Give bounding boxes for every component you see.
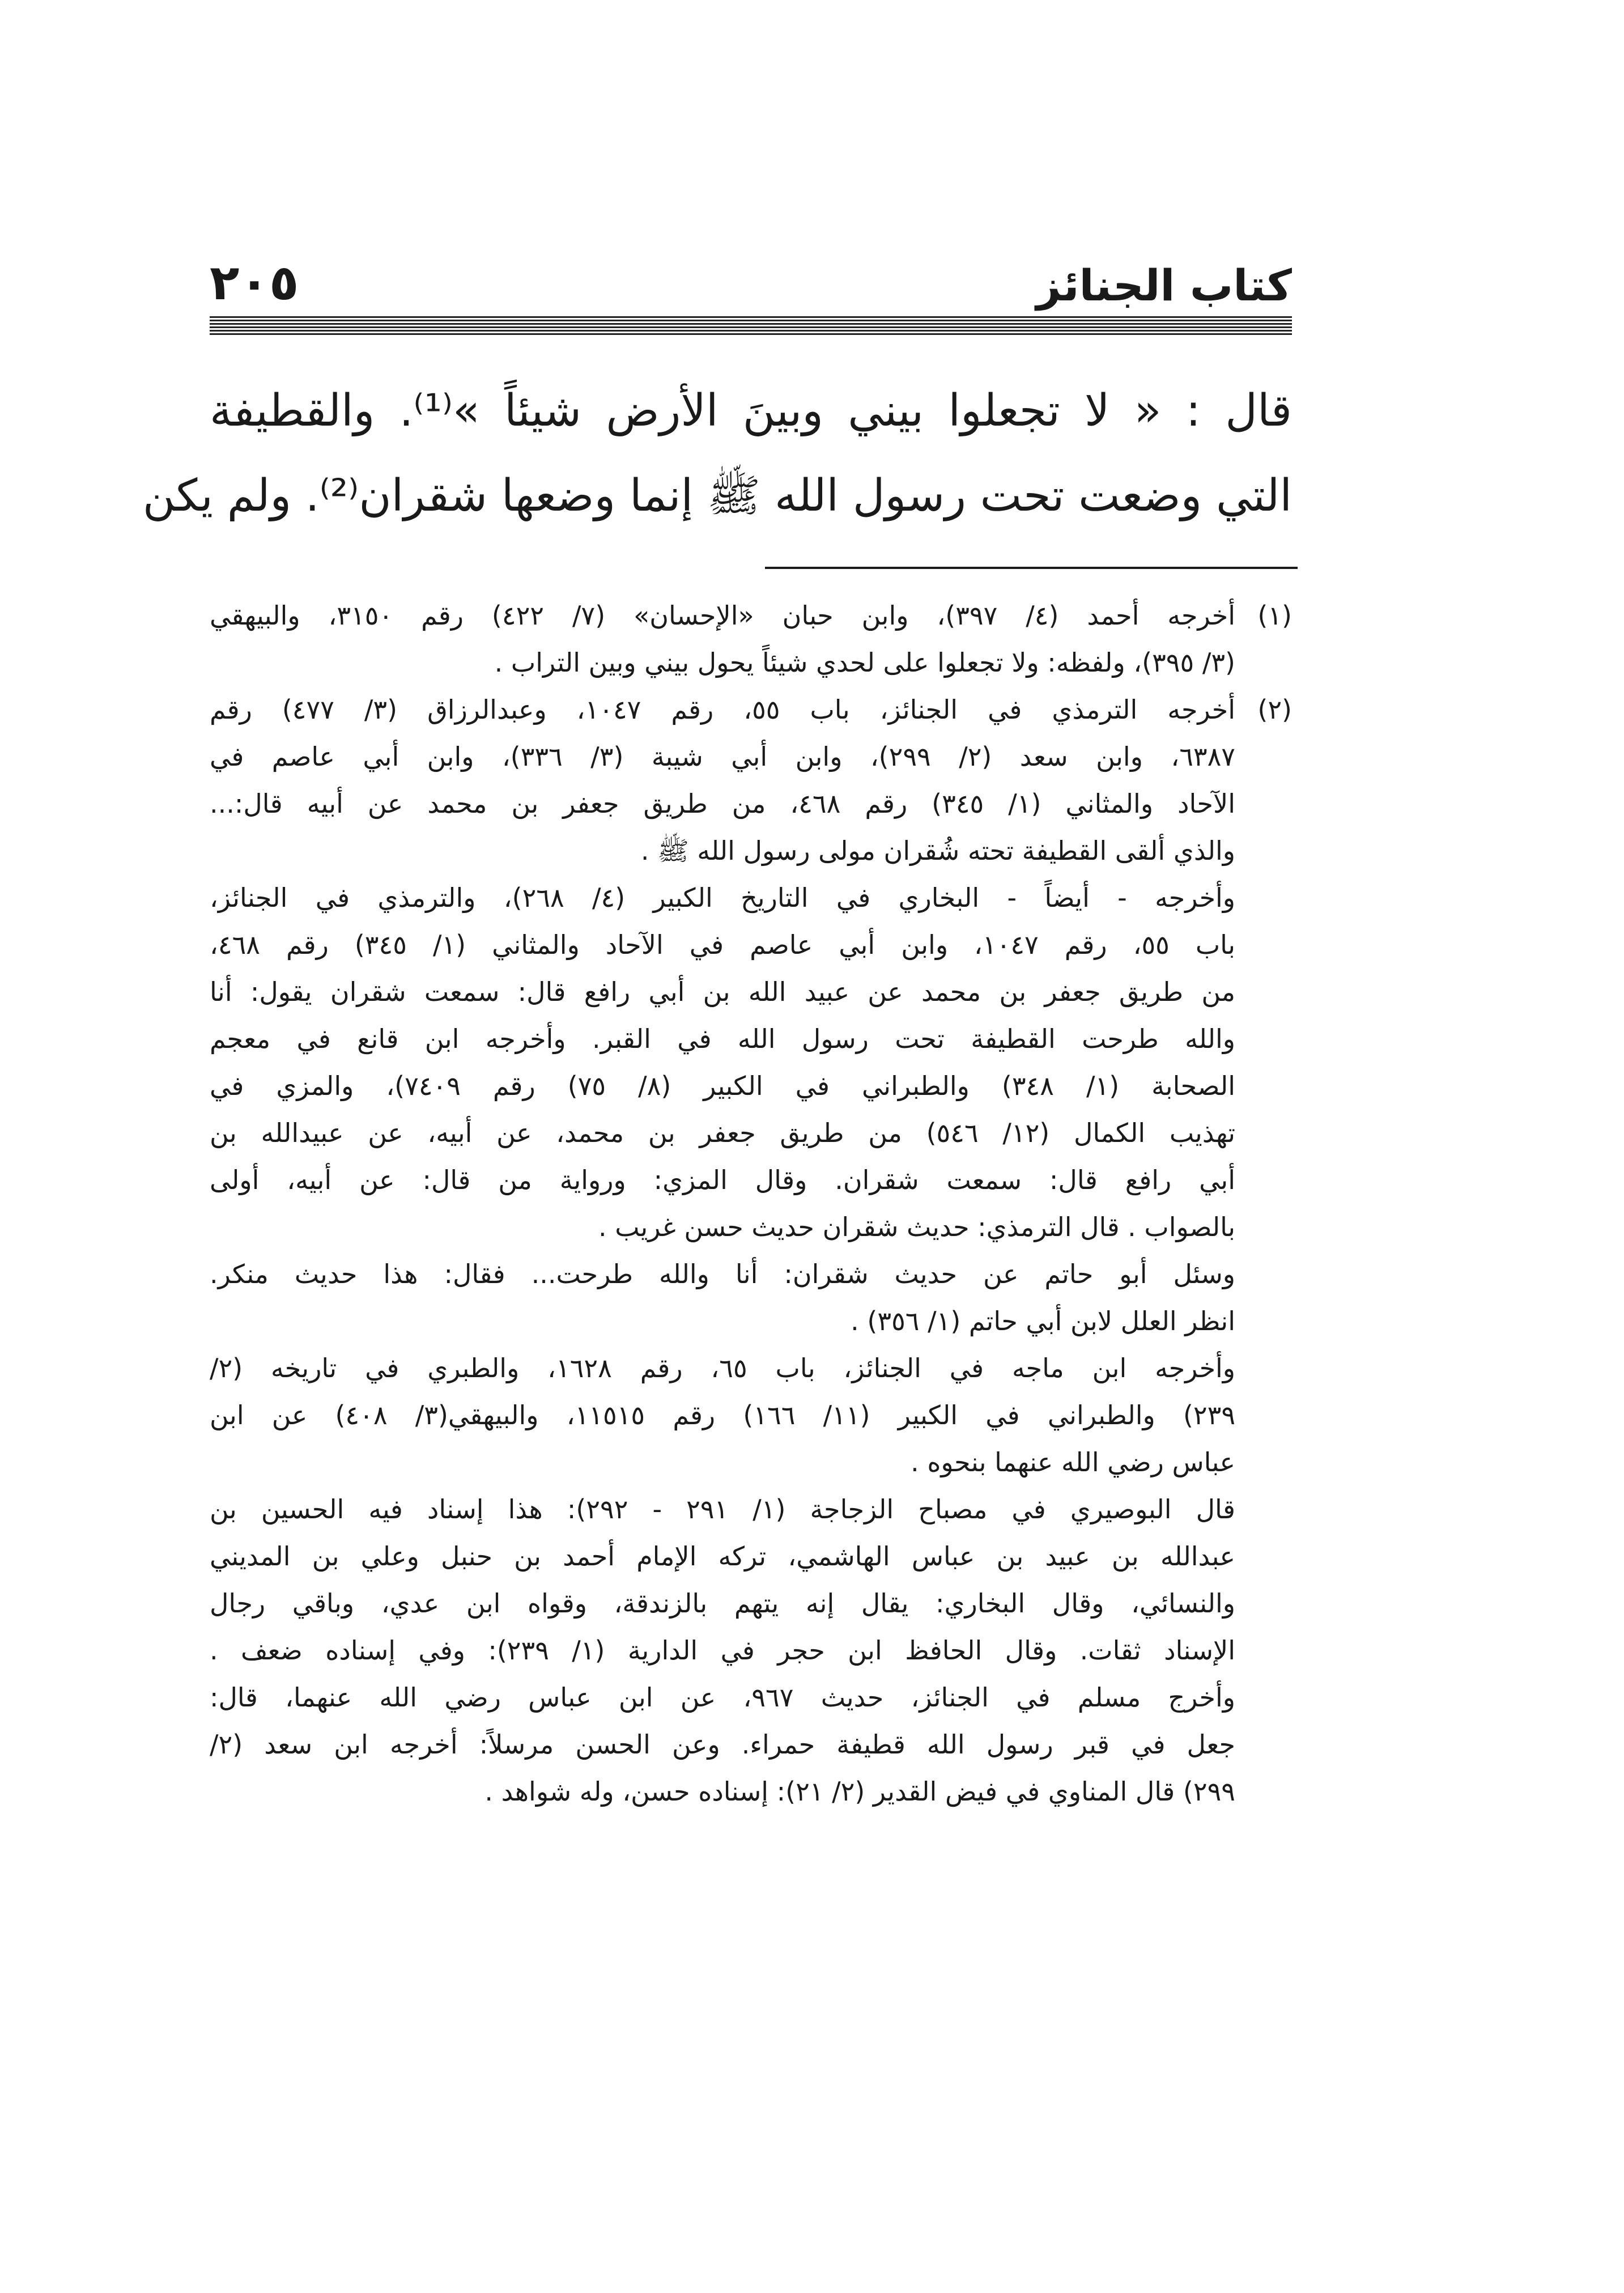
footnote-line: ٢٩٩) قال المناوي في فيض القدير (٢/ ٢١): إسناده حسن، وله شواهد .: [484, 1776, 1235, 1807]
footnote-line: قال البوصيري في مصباح الزجاجة (١/ ٢٩١ - ٢٩٢): هذا إسناد فيه الحسين بن: [210, 1494, 1236, 1525]
footnote-1: [210, 592, 1292, 686]
footnote-line: أخرجه أحمد (٤/ ٣٩٧)، وابن حبان «الإحسان» (٧/ ٤٢٢) رقم ٣١٥٠، والبيهقي: [210, 600, 1236, 631]
footnote-marker: (٢): [1257, 694, 1292, 725]
footnote-body: [210, 686, 1235, 1815]
footnote-line: والنسائي، وقال البخاري: يقال إنه يتهم بالزندقة، وقواه ابن عدي، وباقي رجال: [210, 1588, 1235, 1619]
footnote-2: [210, 686, 1292, 1815]
footnote-line: بالصواب . قال الترمذي: حديث شقران حديث حسن غريب .: [598, 1212, 1235, 1242]
page-number: ٢٠٥: [210, 254, 299, 311]
footnote-line: عباس رضي الله عنهما بنحوه .: [911, 1447, 1235, 1477]
header-rule: [210, 316, 1292, 336]
footnote-line: وسئل أبو حاتم عن حديث شقران: أنا والله طرحت... فقال: هذا حديث منكر.: [210, 1259, 1235, 1289]
footnote-line: من طريق جعفر بن محمد عن عبيد الله بن أبي رافع قال: سمعت شقران يقول: أنا: [210, 976, 1235, 1007]
footnote-body: [210, 592, 1235, 686]
running-header: [210, 238, 1292, 317]
footnote-line: تهذيب الكمال (١٢/ ٥٤٦) من طريق جعفر بن محمد، عن أبيه، عن عبيدالله بن: [210, 1118, 1235, 1148]
footnote-separator: [765, 567, 1298, 569]
main-text-line: قال : « لا تجعلوا بيني وبينَ الأرض شيئاً »⁽¹⁾. والقطيفة: [210, 385, 1292, 436]
footnote-line: ٢٣٩) والطبراني في الكبير (١١/ ١٦٦) رقم ١١٥١٥، والبيهقي(٣/ ٤٠٨) عن ابن: [210, 1400, 1236, 1430]
footnote-line: أبي رافع قال: سمعت شقران. وقال المزي: ورواية من قال: عن أبيه، أولى: [210, 1165, 1235, 1195]
footnote-line: باب ٥٥، رقم ١٠٤٧، وابن أبي عاصم في الآحاد والمثاني (١/ ٣٤٥) رقم ٤٦٨،: [210, 929, 1236, 960]
footnote-line: الإسناد ثقات. وقال الحافظ ابن حجر في الدارية (١/ ٢٣٩): وفي إسناده ضعف .: [210, 1635, 1236, 1666]
chapter-title: كتاب الجنائز: [1036, 260, 1292, 311]
footnote-line: ٦٣٨٧، وابن سعد (٢/ ٢٩٩)، وابن أبي شيبة (٣/ ٣٣٦)، وابن أبي عاصم في: [210, 741, 1236, 772]
footnote-line: والله طرحت القطيفة تحت رسول الله في القبر. وأخرجه ابن قانع في معجم: [210, 1024, 1235, 1054]
footnote-line: الآحاد والمثاني (١/ ٣٤٥) رقم ٤٦٨، من طريق جعفر بن محمد عن أبيه قال:...: [210, 788, 1235, 819]
main-text: [142, 368, 1292, 538]
footnote-line: وأخرج مسلم في الجنائز، حديث ٩٦٧، عن ابن عباس رضي الله عنهما، قال:: [210, 1682, 1235, 1713]
footnote-line: (٣/ ٣٩٥)، ولفظه: ولا تجعلوا على لحدي شيئاً يحول بيني وبين التراب .: [494, 647, 1235, 678]
footnote-line: وأخرجه - أيضاً - البخاري في التاريخ الكبير (٤/ ٢٦٨)، والترمذي في الجنائز،: [210, 882, 1236, 913]
footnote-line: والذي ألقى القطيفة تحته شُقران مولى رسول الله ﷺ .: [640, 835, 1235, 866]
footnote-line: عبدالله بن عبيد بن عباس الهاشمي، تركه الإمام أحمد بن حنبل وعلي بن المديني: [210, 1541, 1235, 1572]
footnote-marker: (١): [1257, 600, 1292, 631]
main-text-line: التي وضعت تحت رسول الله ﷺ إنما وضعها شقران⁽²⁾. ولم يكن: [142, 470, 1292, 521]
footnotes: [210, 592, 1292, 1815]
footnote-line: وأخرجه ابن ماجه في الجنائز، باب ٦٥، رقم ١٦٢٨، والطبري في تاريخه (٢/: [210, 1353, 1235, 1383]
footnote-line: أخرجه الترمذي في الجنائز، باب ٥٥، رقم ١٠٤٧، وعبدالرزاق (٣/ ٤٧٧) رقم: [210, 694, 1235, 725]
footnote-line: الصحابة (١/ ٣٤٨) والطبراني في الكبير (٨/ ٧٥) رقم ٧٤٠٩)، والمزي في: [210, 1071, 1235, 1101]
footnote-line: جعل في قبر رسول الله قطيفة حمراء. وعن الحسن مرسلاً: أخرجه ابن سعد (٢/: [210, 1729, 1235, 1760]
footnote-line: انظر العلل لابن أبي حاتم (١/ ٣٥٦) .: [851, 1306, 1235, 1336]
